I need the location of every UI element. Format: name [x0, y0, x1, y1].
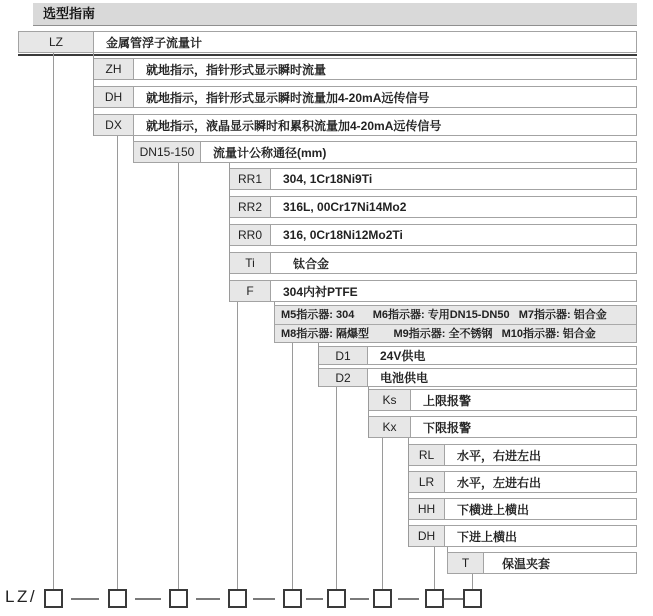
- row-zh: [93, 58, 637, 80]
- connector-line-material: [237, 302, 238, 589]
- desc-ti: 钛合金: [293, 256, 330, 271]
- connector-line-jacket: [472, 574, 473, 589]
- connector-line-indicator: [292, 343, 293, 589]
- model-code-box-3: [169, 589, 188, 608]
- code-cell-rl: RL: [409, 445, 445, 465]
- model-code-box-4: [228, 589, 247, 608]
- dash-separator: [350, 598, 369, 600]
- group-spine: [318, 343, 319, 387]
- model-code-box-7: [373, 589, 392, 608]
- row-dh-direction: [408, 525, 637, 547]
- row-d1: [318, 346, 637, 365]
- dash-separator: [71, 598, 99, 600]
- code-cell-lz: LZ: [19, 32, 94, 52]
- code-cell-zh: ZH: [94, 59, 134, 79]
- desc-f: 304内衬PTFE: [283, 284, 358, 299]
- code-cell-f: F: [230, 281, 271, 301]
- desc-t: 保温夹套: [502, 556, 551, 571]
- code-cell-ks: Ks: [369, 390, 411, 410]
- desc-lz: 金属管浮子流量计: [106, 35, 203, 50]
- dash-separator: [398, 598, 419, 600]
- row-rr0: [229, 224, 637, 246]
- row-dn: [133, 141, 637, 163]
- connector-line-display: [117, 136, 118, 589]
- desc-rr1: 304, 1Cr18Ni9Ti: [283, 172, 373, 186]
- connector-line-direction: [434, 547, 435, 589]
- row-dx: [93, 114, 637, 136]
- code-cell-dh-direction: DH: [409, 526, 445, 546]
- desc-ks: 上限报警: [423, 393, 472, 408]
- code-cell-rr1: RR1: [230, 169, 271, 189]
- desc-dh-display: 就地指示，指针形式显示瞬时流量加4-20mA远传信号: [146, 90, 430, 105]
- desc-rr0: 316, 0Cr18Ni12Mo2Ti: [283, 228, 403, 242]
- model-code-box-9: [463, 589, 482, 608]
- row-lr: [408, 471, 637, 493]
- indicator-options-block: [274, 305, 637, 343]
- desc-d2: 电池供电: [380, 371, 429, 385]
- code-cell-d2: D2: [319, 369, 368, 386]
- connector-line-power: [336, 387, 337, 589]
- model-code-prefix: LZ/: [5, 587, 38, 606]
- model-code-box-2: [108, 589, 127, 608]
- group-spine: [408, 438, 409, 547]
- divider-line: [18, 54, 637, 56]
- desc-rl: 水平，右进左出: [457, 448, 542, 463]
- code-cell-hh: HH: [409, 499, 445, 519]
- desc-lr: 水平，左进右出: [457, 475, 542, 490]
- desc-hh: 下横进上横出: [457, 502, 530, 517]
- model-code-box-1: [44, 589, 63, 608]
- indicator-line-1: M5指示器: 304 M6指示器: 专用DN15-DN50 M7指示器: 铝合金: [281, 309, 607, 321]
- desc-kx: 下限报警: [423, 420, 472, 435]
- dash-separator: [135, 598, 161, 600]
- desc-zh: 就地指示，指针形式显示瞬时流量: [146, 62, 327, 77]
- row-lz: [18, 31, 637, 53]
- code-cell-rr2: RR2: [230, 197, 271, 217]
- row-ti: [229, 252, 637, 274]
- row-t: [447, 552, 637, 574]
- model-code-box-8: [425, 589, 444, 608]
- code-cell-kx: Kx: [369, 417, 411, 437]
- model-code-box-6: [327, 589, 346, 608]
- row-kx: [368, 416, 637, 438]
- group-spine: [368, 387, 369, 438]
- code-cell-dx: DX: [94, 115, 134, 135]
- dash-separator: [253, 598, 275, 600]
- dash-separator: [306, 598, 323, 600]
- row-dh-display: [93, 86, 637, 108]
- desc-d1: 24V供电: [380, 349, 426, 363]
- row-d2: [318, 368, 637, 387]
- row-ks: [368, 389, 637, 411]
- connector-line-alarm: [382, 438, 383, 589]
- code-cell-t: T: [448, 553, 484, 573]
- row-rr1: [229, 168, 637, 190]
- desc-dn: 流量计公称通径(mm): [213, 145, 327, 160]
- code-cell-rr0: RR0: [230, 225, 271, 245]
- row-hh: [408, 498, 637, 520]
- dash-separator: [444, 598, 463, 600]
- group-spine: [229, 163, 230, 302]
- page-title: 选型指南: [33, 3, 637, 26]
- group-spine: [93, 53, 94, 136]
- group-spine: [274, 302, 275, 305]
- connector-line-lz: [53, 53, 54, 589]
- group-spine: [133, 136, 134, 141]
- desc-dh-direction: 下进上横出: [457, 529, 518, 544]
- code-cell-ti: Ti: [230, 253, 271, 273]
- desc-dx: 就地指示，液晶显示瞬时和累积流量加4-20mA远传信号: [146, 118, 442, 133]
- code-cell-dn: DN15-150: [134, 142, 201, 162]
- model-code-box-5: [283, 589, 302, 608]
- row-f: [229, 280, 637, 302]
- row-rr2: [229, 196, 637, 218]
- code-cell-dh-display: DH: [94, 87, 134, 107]
- row-rl: [408, 444, 637, 466]
- indicator-line-2: M8指示器: 隔爆型 M9指示器: 全不锈钢 M10指示器: 铝合金: [275, 324, 636, 342]
- connector-line-dn: [178, 163, 179, 589]
- code-cell-d1: D1: [319, 347, 368, 364]
- code-cell-lr: LR: [409, 472, 445, 492]
- group-spine: [447, 547, 448, 552]
- dash-separator: [196, 598, 220, 600]
- desc-rr2: 316L, 00Cr17Ni14Mo2: [283, 200, 407, 214]
